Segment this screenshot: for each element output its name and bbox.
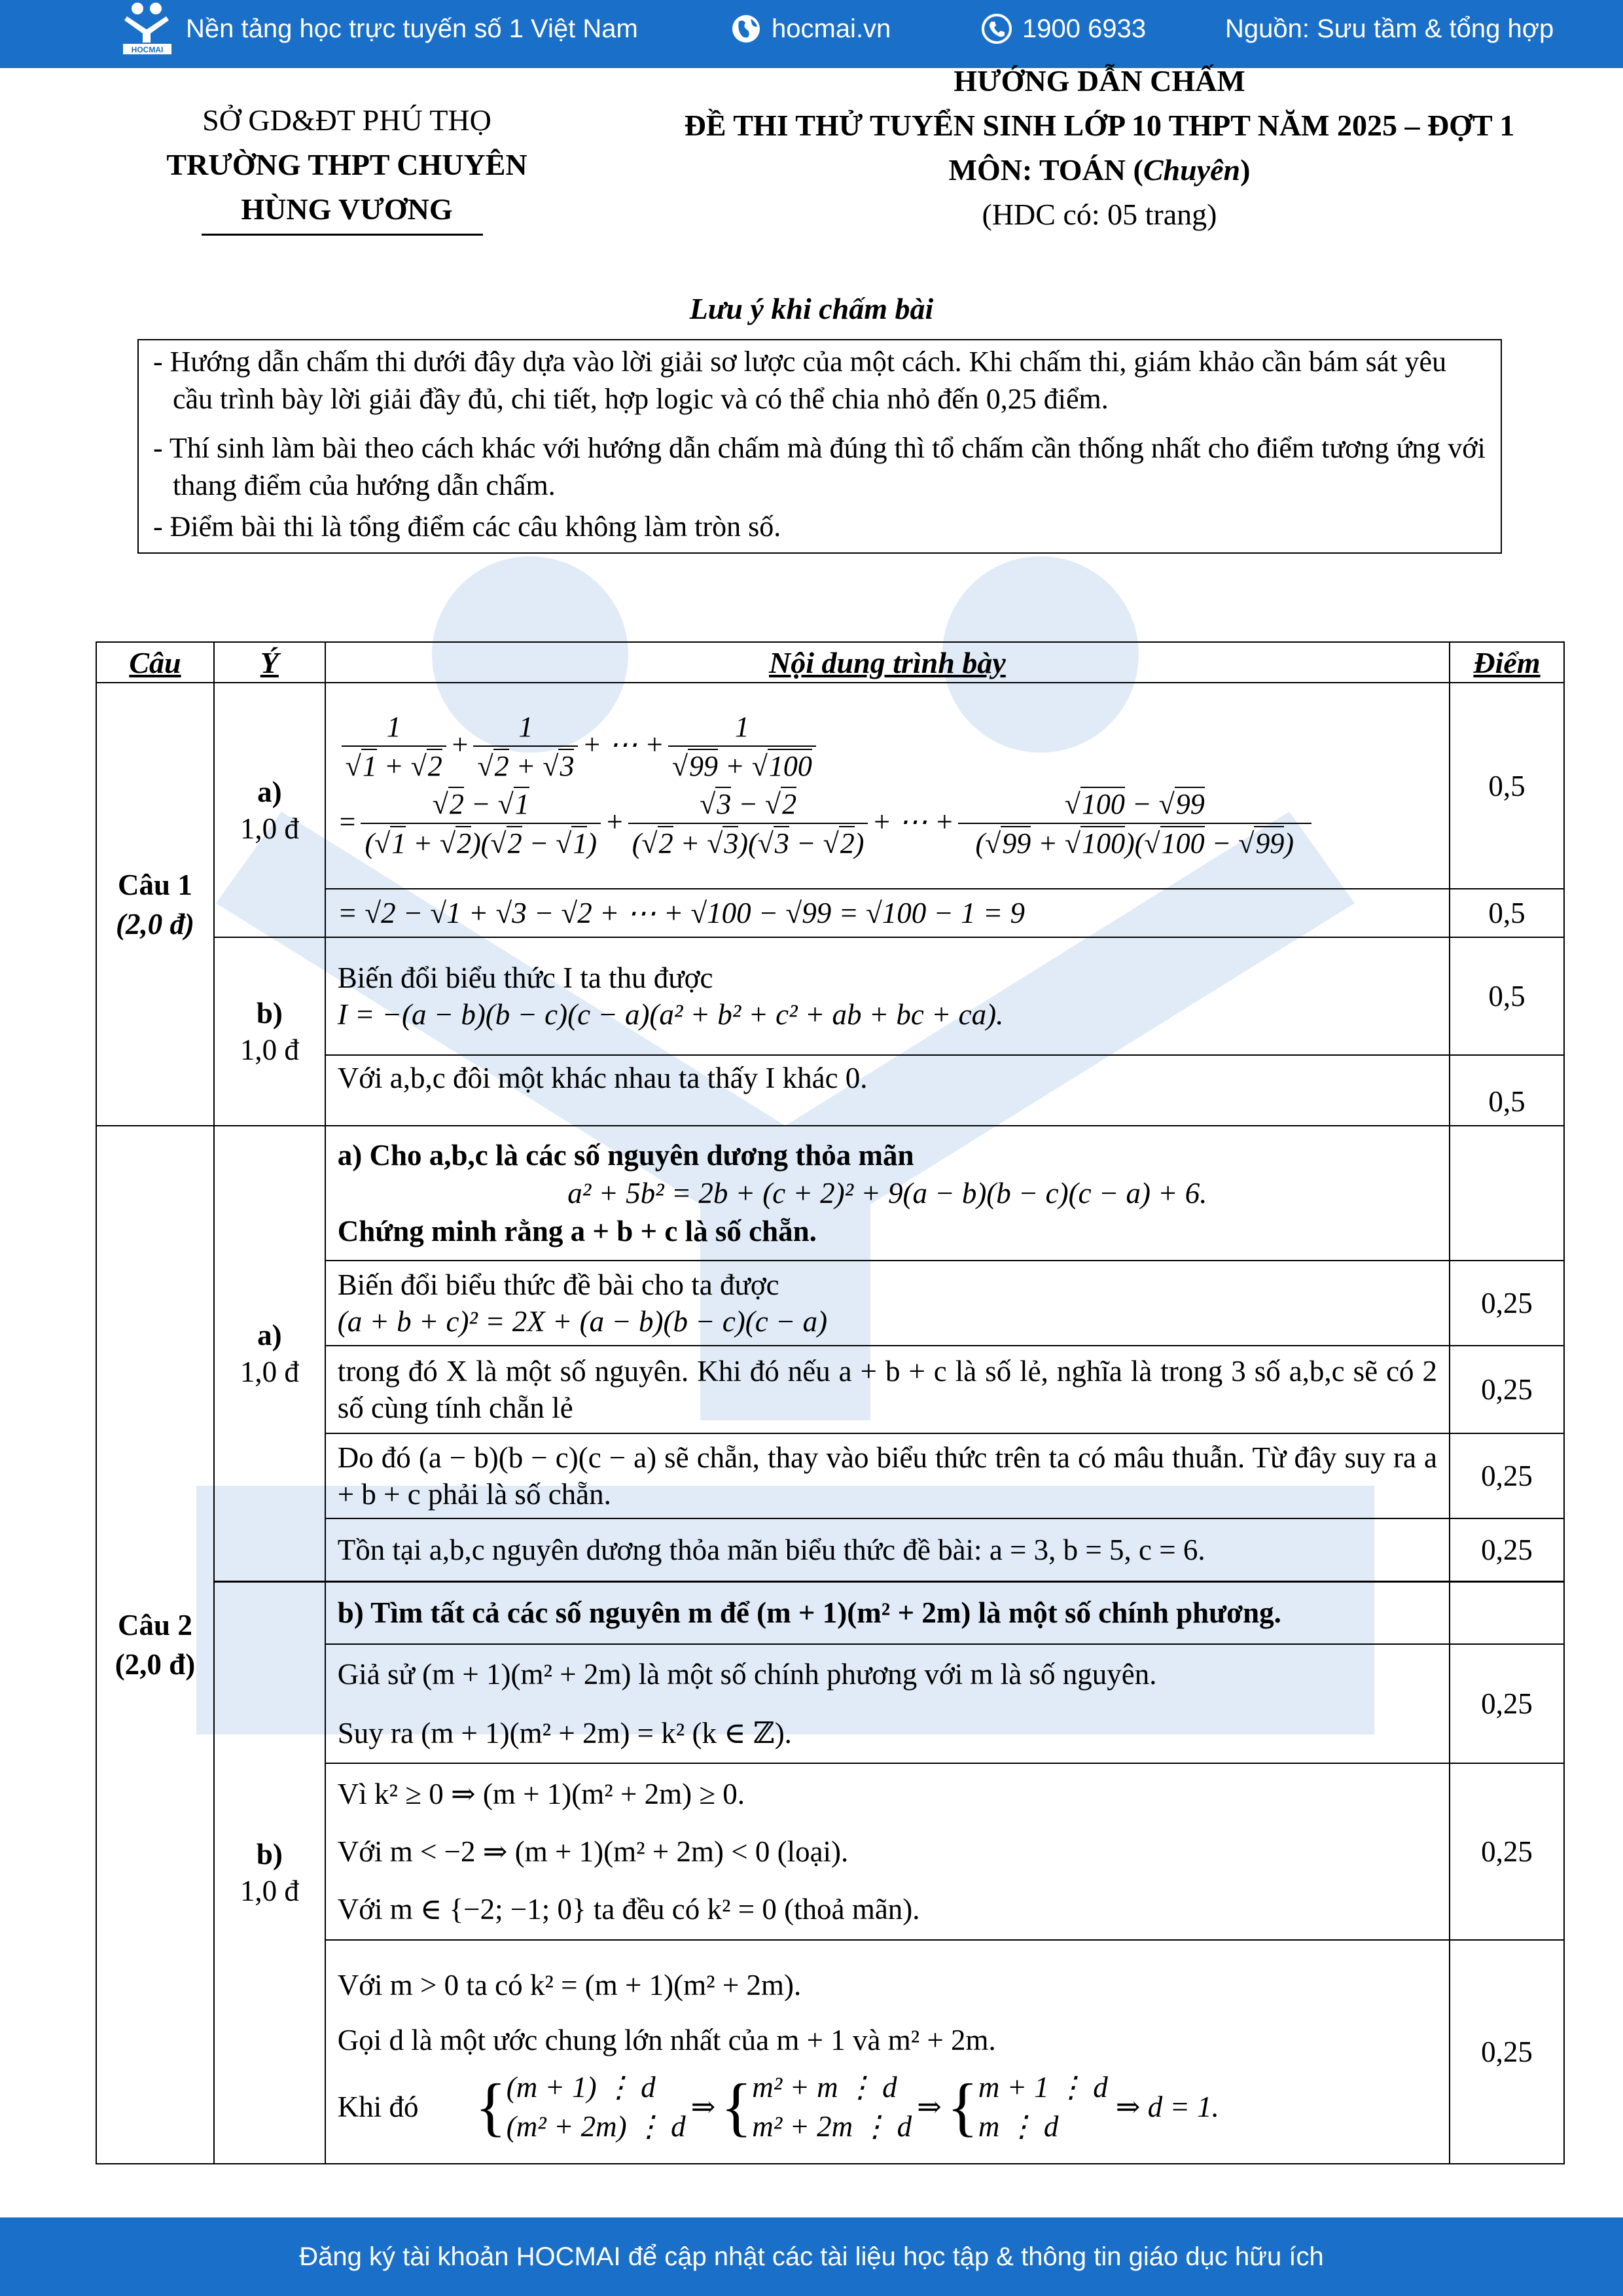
q2-part-a-cell: a) 1,0 đ	[214, 1126, 325, 1581]
source-text: Nguồn: Sưu tầm & tổng hợp	[1225, 14, 1554, 43]
table-row	[96, 937, 1564, 1055]
notes-box	[137, 339, 1502, 554]
q2b-prompt: b) Tìm tất cả các số nguyên m để (m + 1)(m² + 2m) là một số chính phương.	[325, 1581, 1450, 1644]
q1-part-a-cell: a) 1,0 đ	[214, 683, 325, 937]
pages-note: (HDC có: 05 trang)	[982, 198, 1217, 231]
note-item: - Điểm bài thi là tổng điểm các câu không làm tròn số.	[153, 511, 781, 543]
score-cell: 0,5	[1450, 937, 1564, 1055]
document-type: HƯỚNG DẪN CHẤM	[954, 64, 1245, 98]
question-1-cell: Câu 1 (2,0 đ)	[96, 683, 214, 1126]
q2b-step1: Giả sử (m + 1)(m² + 2m) là một số chính phương với m là số nguyên. Suy ra (m + 1)(m² + 2m) = k² (k ∈ ℤ).	[325, 1644, 1450, 1763]
score-cell-empty	[1450, 1126, 1564, 1261]
table-row	[96, 1126, 1564, 1261]
note-item: - Thí sinh làm bài theo cách khác với hướng dẫn chấm mà đúng thì tổ chấm cần thống nhất cho điểm tương ứng với thang điểm của hướng dẫn chấm.	[153, 432, 1486, 501]
q1-part-b-cell: b) 1,0 đ	[214, 937, 325, 1126]
school-name-line1: TRƯỜNG THPT CHUYÊN	[166, 148, 527, 181]
footer-banner[interactable]	[0, 2217, 1623, 2296]
subject-line: MÔN: TOÁN (Chuyên)	[948, 153, 1251, 187]
logo-text: HOCMAI	[131, 45, 164, 54]
score-cell: 0,25	[1450, 1763, 1564, 1940]
globe-icon	[730, 12, 762, 45]
table-row	[96, 683, 1564, 889]
q2b-step3: Với m > 0 ta có k² = (m + 1)(m² + 2m). Gọi d là một ước chung lớn nhất của m + 1 và m² + 2m. Khi đó { (m + 1) ⋮ d (m² + 2m) ⋮ d ⇒ { m² + m ⋮ d m² + 2m ⋮ d ⇒ { m + 1 ⋮ d m ⋮ d ⇒ d = 1.	[325, 1940, 1450, 2164]
header-score: Điểm	[1450, 642, 1564, 683]
score-cell: 0,5	[1450, 683, 1564, 889]
q1a-expression: $\frac{1}{√1 + √2}$ + $\frac{1}{√2 + √3}$ + ⋯ + $\frac{1}{√99 + √100}$ = $\frac{√2 - √1}{(√1 + √2)(√2 - √1)}$ + $\frac{√3 - √2}{(√2 + √3)(√3 - √2)}$ + ⋯ + $\frac{√100 - √99}{(√99 + √100)(√100 - √99)}$	[325, 683, 1450, 889]
table-header-row	[96, 642, 1564, 683]
q2a-step1: Biến đổi biểu thức đề bài cho ta được (a + b + c)² = 2X + (a − b)(b − c)(c − a)	[325, 1261, 1450, 1346]
note-item: - Hướng dẫn chấm thi dưới đây dựa vào lời giải sơ lược của một cách. Khi chấm thi, giám khảo cần bám sát yêu cầu trình bày lời giải đầy đủ, chi tiết, hợp logic và có thể chia nhỏ đến 0,25 điểm.	[153, 346, 1447, 415]
phone-text: 1900 6933	[1022, 14, 1147, 43]
website-link[interactable]	[730, 0, 891, 58]
grading-table	[96, 641, 1565, 2164]
footer-text: Đăng ký tài khoản HOCMAI để cập nhật các tài liệu học tập & thông tin giáo dục hữu ích	[299, 2242, 1324, 2271]
score-cell: 0,5	[1450, 1055, 1564, 1126]
brand-text: Nền tảng học trực tuyến số 1 Việt Nam	[186, 14, 638, 43]
score-cell: 0,25	[1450, 1518, 1564, 1581]
q2a-prompt: a) Cho a,b,c là các số nguyên dương thỏa mãn a² + 5b² = 2b + (c + 2)² + 9(a − b)(b − c)(c − a) + 6. Chứng minh rằng a + b + c là số chẵn.	[325, 1126, 1450, 1261]
q1a-result: = √2 − √1 + √3 − √2 + ⋯ + √100 − √99 = √100 − 1 = 9	[325, 889, 1450, 937]
q2a-step2: trong đó X là một số nguyên. Khi đó nếu a + b + c là số lẻ, nghĩa là trong 3 số a,b,c sẽ có 2 số cùng tính chẵn lẻ	[325, 1346, 1450, 1433]
header-divider	[202, 234, 483, 236]
top-banner	[0, 0, 1623, 68]
brand-block[interactable]	[118, 0, 638, 58]
exam-title: ĐỀ THI THỬ TUYỂN SINH LỚP 10 THPT NĂM 2025 – ĐỢT 1	[684, 109, 1515, 142]
website-text: hocmai.vn	[772, 14, 891, 43]
q1b-conclusion: Với a,b,c đôi một khác nhau ta thấy I khác 0.	[325, 1055, 1450, 1126]
table-row	[96, 1581, 1564, 1644]
phone-icon	[980, 12, 1013, 45]
q2b-step2: Vì k² ≥ 0 ⇒ (m + 1)(m² + 2m) ≥ 0. Với m < −2 ⇒ (m + 1)(m² + 2m) < 0 (loại). Với m ∈ {−2; −1; 0} ta đều có k² = 0 (thoả mãn).	[325, 1763, 1450, 1940]
notes-title: Lưu ý khi chấm bài	[689, 292, 934, 325]
header-y: Ý	[214, 642, 325, 683]
hocmai-logo-icon	[118, 1, 177, 57]
score-cell: 0,5	[1450, 889, 1564, 937]
department: SỞ GD&ĐT PHÚ THỌ	[202, 103, 491, 137]
score-cell: 0,25	[1450, 1261, 1564, 1346]
score-cell: 0,25	[1450, 1346, 1564, 1433]
header-content: Nội dung trình bày	[325, 642, 1450, 683]
q2-part-b-cell: b) 1,0 đ	[214, 1581, 325, 2164]
q2a-step3: Do đó (a − b)(b − c)(c − a) sẽ chẵn, thay vào biểu thức trên ta có mâu thuẫn. Từ đây suy ra a + b + c phải là số chẵn.	[325, 1433, 1450, 1518]
score-cell: 0,25	[1450, 1940, 1564, 2164]
q2a-step4: Tồn tại a,b,c nguyên dương thỏa mãn biểu thức đề bài: a = 3, b = 5, c = 6.	[325, 1518, 1450, 1581]
question-2-cell: Câu 2 (2,0 đ)	[96, 1126, 214, 2164]
header-cau: Câu	[96, 642, 214, 683]
score-cell-empty	[1450, 1581, 1564, 1644]
q1b-transform: Biến đổi biểu thức I ta thu được I = −(a − b)(b − c)(c − a)(a² + b² + c² + ab + bc + ca).	[325, 937, 1450, 1055]
score-cell: 0,25	[1450, 1644, 1564, 1763]
exam-header	[622, 59, 1577, 237]
school-header	[151, 98, 543, 232]
score-cell: 0,25	[1450, 1433, 1564, 1518]
phone-link[interactable]	[980, 0, 1146, 58]
school-name-line2: HÙNG VƯƠNG	[241, 192, 453, 226]
